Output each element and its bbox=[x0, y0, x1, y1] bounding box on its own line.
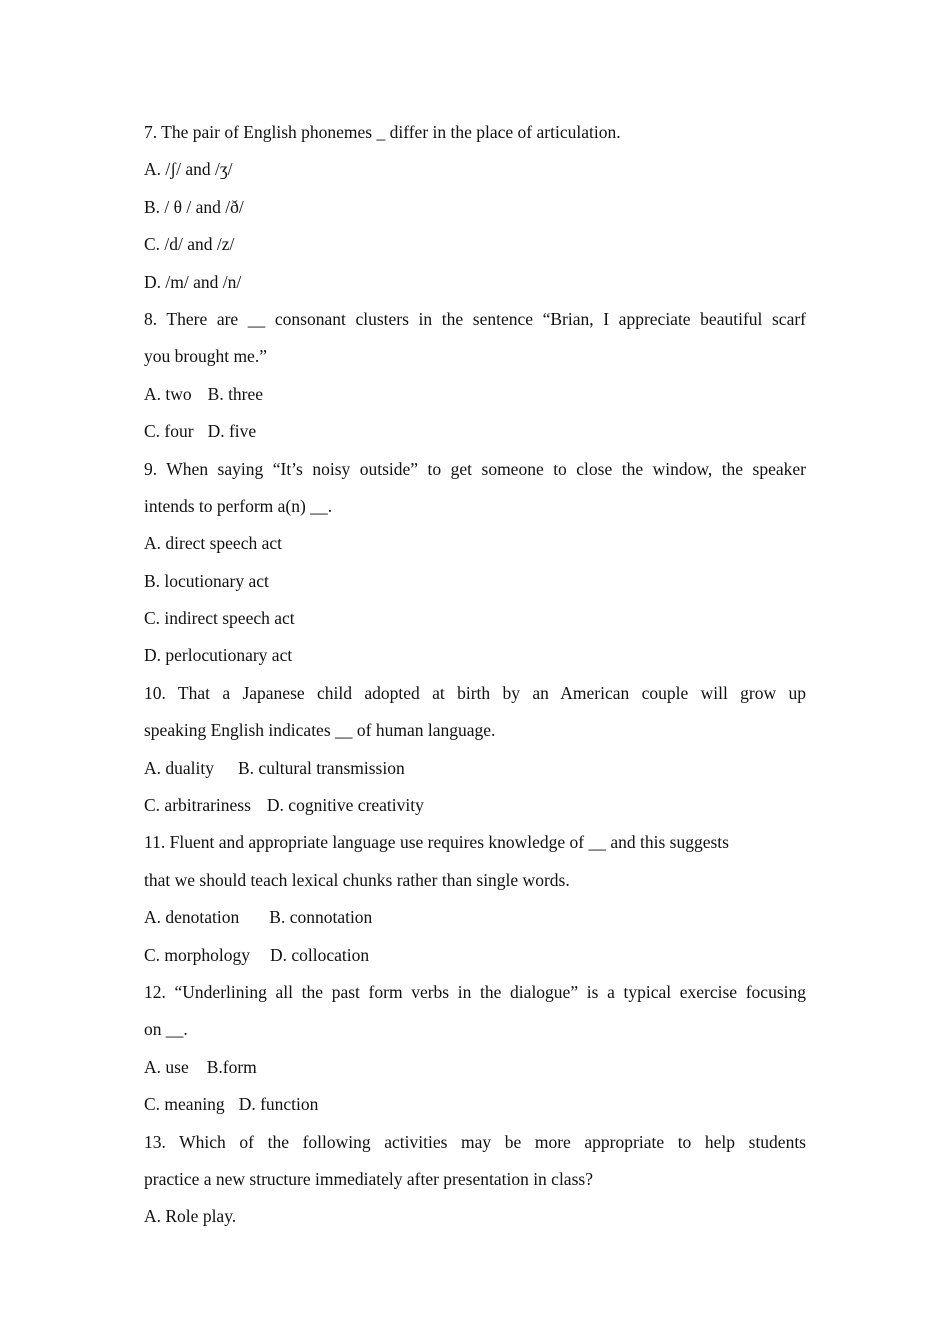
option-c: C. arbitrariness bbox=[144, 795, 251, 816]
option-a: A. /ʃ/ and /ʒ/ bbox=[144, 159, 233, 180]
option-b: B.form bbox=[206, 1056, 257, 1077]
option-line bbox=[144, 899, 806, 936]
question-11 bbox=[144, 824, 806, 974]
option-a: A. Role play. bbox=[144, 1206, 237, 1227]
option-line bbox=[144, 1086, 806, 1123]
option-c: C. four bbox=[144, 421, 194, 442]
option-d: D. five bbox=[207, 421, 257, 442]
option-line bbox=[144, 413, 806, 450]
option-line bbox=[144, 787, 806, 824]
option-b: B. / θ / and /ð/ bbox=[144, 196, 244, 217]
option-a: A. denotation bbox=[144, 907, 240, 928]
question-7 bbox=[144, 114, 806, 301]
question-stem: 13. Which of the following activities may be more appropriate to help students bbox=[144, 1131, 806, 1152]
question-8 bbox=[144, 301, 806, 451]
option-d: D. collocation bbox=[269, 944, 370, 965]
question-stem-continued: that we should teach lexical chunks rather than single words. bbox=[144, 869, 570, 890]
option-b: B. connotation bbox=[269, 907, 373, 928]
question-stem: 12. “Underlining all the past form verbs in the dialogue” is a typical exercise focusing bbox=[144, 981, 806, 1002]
option-line bbox=[144, 376, 806, 413]
option-d: D. /m/ and /n/ bbox=[144, 271, 242, 292]
option-a: A. duality bbox=[144, 757, 214, 778]
option-line bbox=[144, 750, 806, 787]
option-a: A. two bbox=[144, 383, 192, 404]
option-d: D. function bbox=[238, 1094, 319, 1115]
question-stem-continued: you brought me.” bbox=[144, 346, 267, 367]
question-stem-continued: on __. bbox=[144, 1019, 188, 1040]
option-c: C. morphology bbox=[144, 944, 250, 965]
question-stem: 9. When saying “It’s noisy outside” to get someone to close the window, the speaker bbox=[144, 458, 806, 479]
question-stem: 8. There are __ consonant clusters in the sentence “Brian, I appreciate beautiful scarf bbox=[144, 308, 806, 329]
question-9 bbox=[144, 451, 806, 675]
option-c: C. meaning bbox=[144, 1094, 225, 1115]
question-stem-continued: intends to perform a(n) __. bbox=[144, 495, 333, 516]
question-stem-continued: practice a new structure immediately after presentation in class? bbox=[144, 1168, 593, 1189]
question-stem: 11. Fluent and appropriate language use requires knowledge of __ and this suggests bbox=[144, 832, 729, 853]
document-page bbox=[144, 114, 806, 1236]
question-13 bbox=[144, 1124, 806, 1236]
option-b: B. three bbox=[207, 383, 264, 404]
option-b: B. locutionary act bbox=[144, 570, 269, 591]
option-a: A. direct speech act bbox=[144, 533, 282, 554]
question-stem: 10. That a Japanese child adopted at birth by an American couple will grow up bbox=[144, 682, 806, 703]
option-b: B. cultural transmission bbox=[238, 757, 405, 778]
option-d: D. perlocutionary act bbox=[144, 645, 293, 666]
option-a: A. use bbox=[144, 1056, 189, 1077]
question-12 bbox=[144, 974, 806, 1124]
option-c: C. indirect speech act bbox=[144, 608, 295, 629]
question-10 bbox=[144, 675, 806, 825]
option-line bbox=[144, 937, 806, 974]
option-line bbox=[144, 1049, 806, 1086]
question-stem: 7. The pair of English phonemes _ differ in the place of articulation. bbox=[144, 122, 621, 142]
question-stem-continued: speaking English indicates __ of human language. bbox=[144, 720, 496, 741]
option-d: D. cognitive creativity bbox=[266, 795, 424, 816]
option-c: C. /d/ and /z/ bbox=[144, 234, 235, 255]
